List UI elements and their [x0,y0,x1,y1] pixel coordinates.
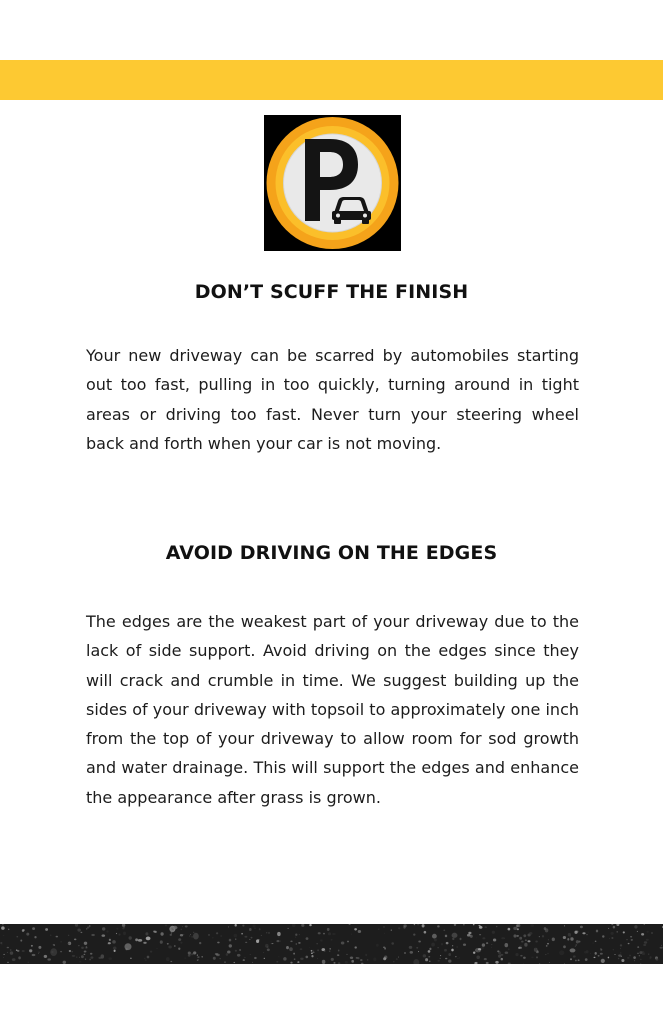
top-accent-band [0,60,663,100]
section-heading-edges: AVOID DRIVING ON THE EDGES [165,542,498,564]
asphalt-texture [0,924,663,964]
section-body-edges: The edges are the weakest part of your driveway due to the lack of side support. Avoid driving on the edges since they will crack and crumble in time. We suggest building up the sides of your driveway with topsoil to approximately one inch from the top of your driveway to allow room for sod growth and water drainage. This will support the edges and enhance the appearance after grass is grown. [86,612,579,807]
parking-sign-icon [264,115,401,251]
parking-logo [264,115,401,251]
asphalt-texture-band [0,924,663,964]
section-heading-finish: DON’T SCUFF THE FINISH [194,281,469,303]
section-body-finish: Your new driveway can be scarred by automobiles starting out too fast, pulling in too quickly, turning around in tight areas or driving too fast. Never turn your steering wheel back and forth when your car is not moving. [86,346,579,453]
